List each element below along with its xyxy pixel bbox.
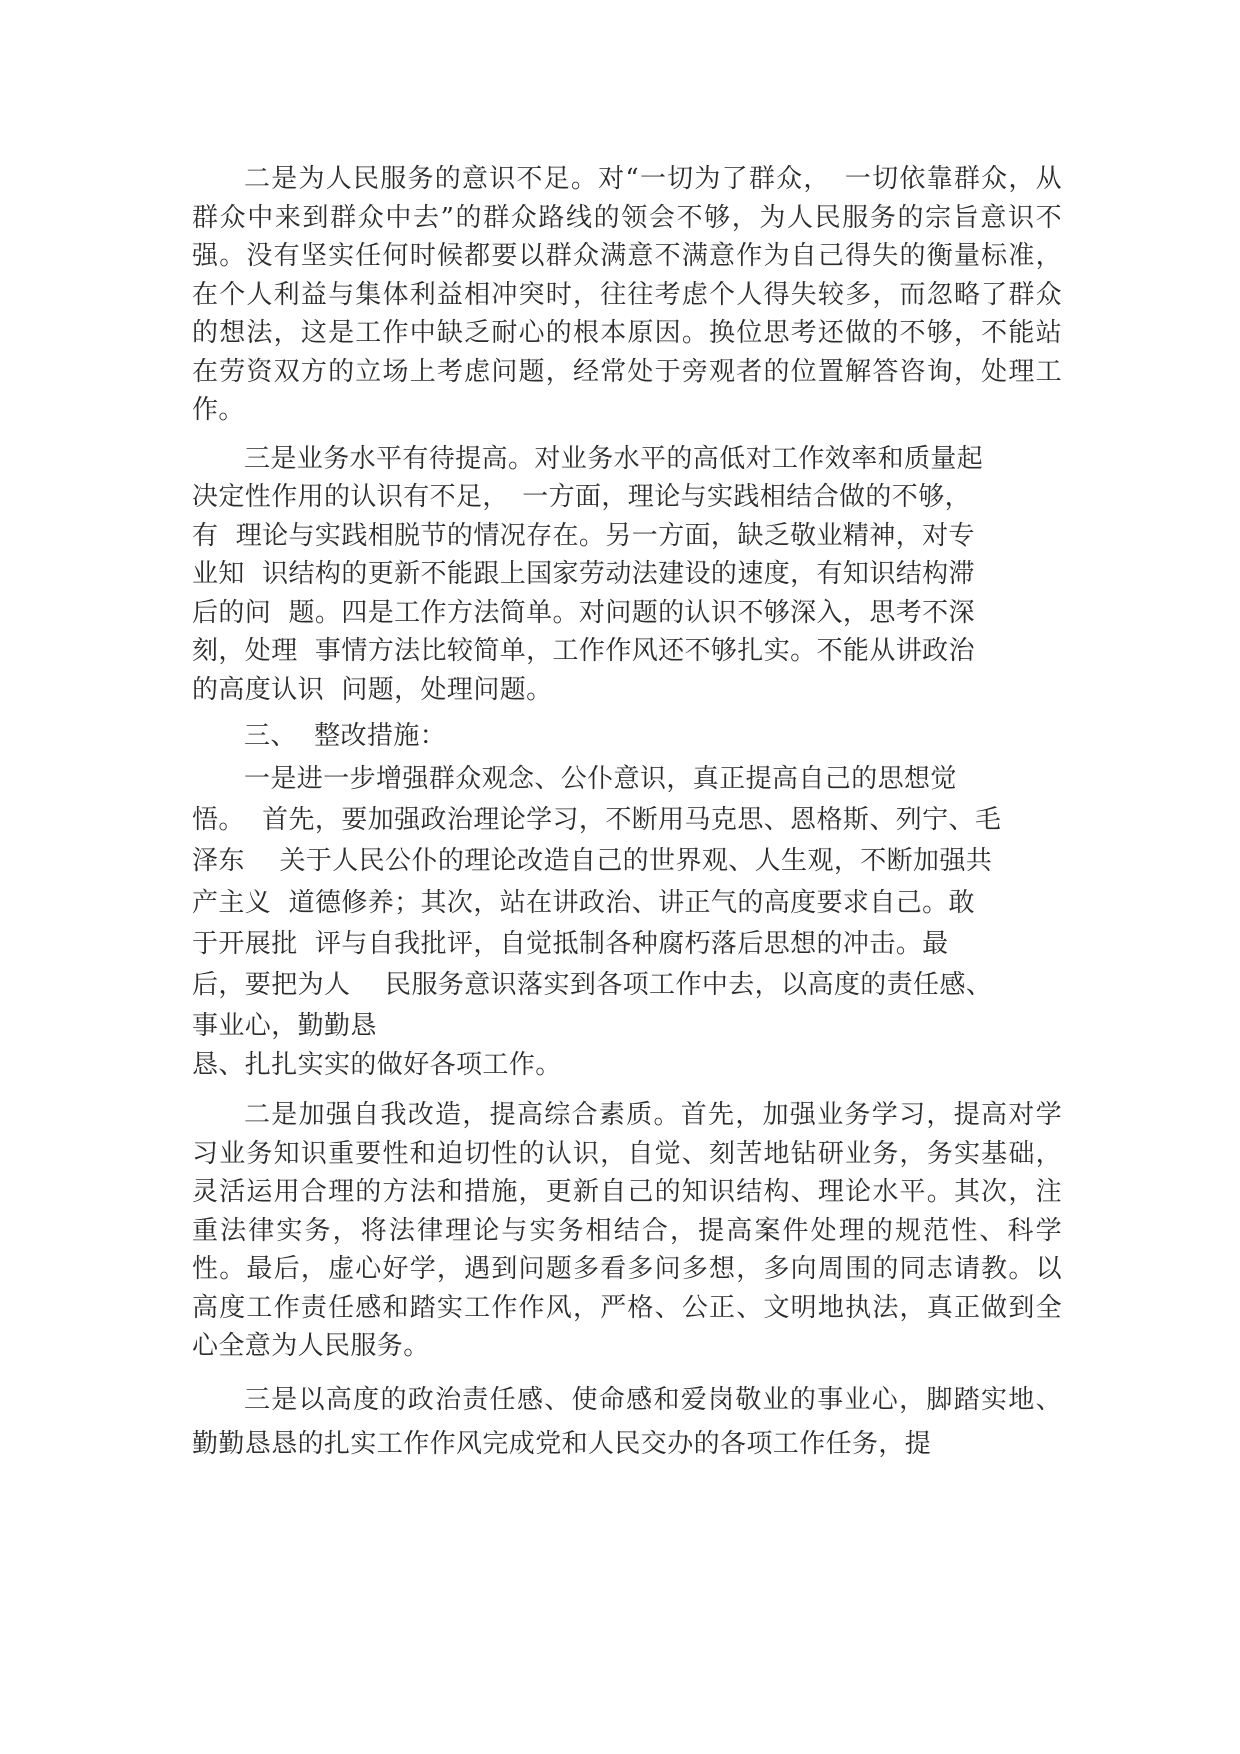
text-line: 泽东 关于人民公仆的理论改造自己的世界观、人生观，不断加强共 [192, 846, 993, 876]
text-line: 后，要把为人 民服务意识落实到各项工作中去，以高度的责任感、 [192, 970, 993, 1000]
text-line: 悟。 首先，要加强政治理论学习，不断用马克思、恩格斯、列宁、毛 [192, 805, 1002, 835]
text-line: 三是业务水平有待提高。对业务水平的高低对工作效率和质量起 [244, 443, 984, 474]
text-line: 的高度认识 问题，处理问题。 [192, 674, 553, 705]
text-line: 有 理论与实践相脱节的情况存在。另一方面，缺乏敬业精神，对专 [192, 520, 975, 551]
text-line: 刻，处理 事情方法比较简单，工作作风还不够扎实。不能从讲政治 [192, 636, 975, 666]
text-line: 后的问 题。四是工作方法简单。对问题的认识不够深入，思考不深 [192, 597, 975, 628]
text-line: 产主义 道德修养；其次，站在讲政治、讲正气的高度要求自己。敢 [192, 887, 975, 918]
text-line: 于开展批 评与自我批评，自觉抵制各种腐朽落后思想的冲击。最 [192, 928, 949, 959]
paragraph-self-improvement: 二是加强自我改造，提高综合素质。首先，加强业务学习，提高对学习业务知识重要性和迫切性的认识，自觉、刻苦地钻研业务，务实基础，灵活运用合理的方法和措施，更新自己的知识结构、理论水平。其次，注重法律实务，将法律理论与实务相结合，提高案件处理的规范性、科学性。最后，虚心好学，遇到问题多看多问多想，多向周围的同志请教。以高度工作责任感和踏实工作作风，严格、公正、文明地执法，真正做到全心全意为人民服务。 [192, 1100, 1062, 1361]
text-line: 恳、扎扎实实的做好各项工作。 [192, 1049, 562, 1080]
text-line: 决定性作用的认识有不足， 一方面，理论与实践相结合做的不够， [192, 482, 972, 512]
paragraph-responsibility: 三是以高度的政治责任感、使命感和爱岗敬业的事业心，脚踏实地、勤勤恳恳的扎实工作作风完成党和人民交办的各项工作任务，提 [192, 1384, 1062, 1459]
paragraph-service-awareness: 二是为人民服务的意识不足。对“一切为了群众， 一切依靠群众，从群众中来到群众中去”的群众路线的领会不够，为人民服务的宗旨意识不强。没有坚实任何时候都要以群众满意不满意作为自己得失的衡量标准，在个人利益与集体利益相冲突时，往往考虑个人得失较多，而忽略了群众的想法，这是工作中缺乏耐心的根本原因。换位思考还做的不够，不能站在劳资双方的立场上考虑问题，经常处于旁观者的位置解答咨询，处理工作。 [192, 164, 1062, 425]
text-line: 一是进一步增强群众观念、公仆意识，真正提高自己的思想觉 [244, 763, 957, 794]
document-body [192, 160, 1062, 1466]
paragraph-mass-awareness [192, 760, 1062, 1085]
paragraph-business-level [192, 440, 1062, 710]
text-line: 业知 识结构的更新不能跟上国家劳动法建设的速度，有知识结构滞 [192, 559, 975, 589]
text-line: 事业心，勤勤恳 [192, 1011, 377, 1041]
section-heading-rectification: 三、 整改措施： [244, 721, 447, 751]
